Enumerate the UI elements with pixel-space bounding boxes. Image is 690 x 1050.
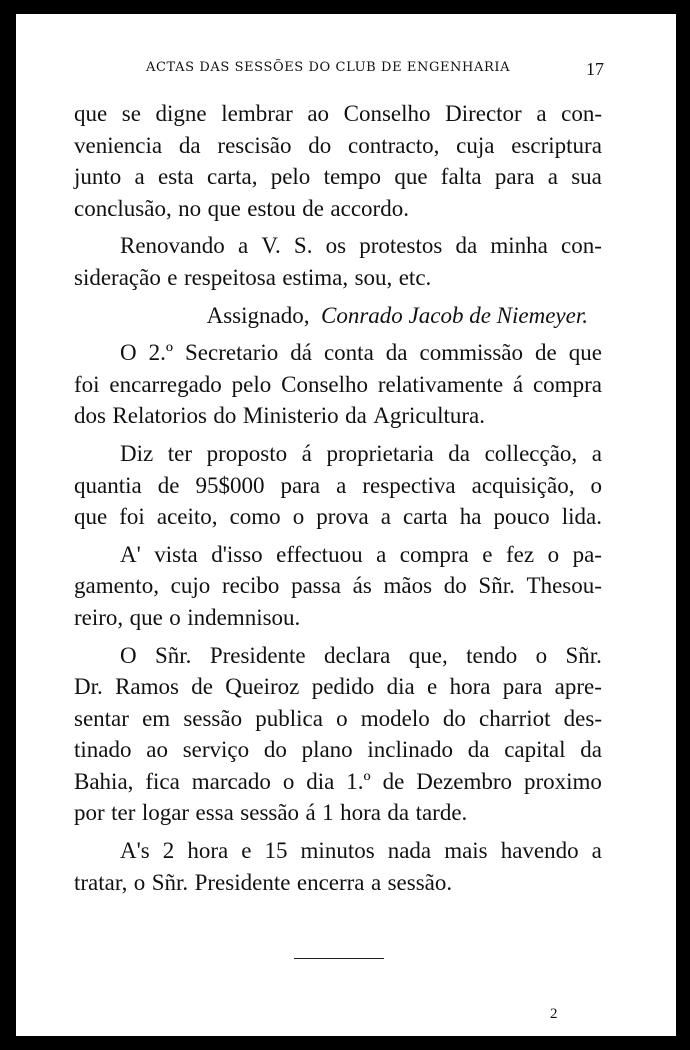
text-line: por ter logar essa sessão á 1 hora da tarde. xyxy=(74,800,468,826)
text-line: que foi aceito, como o prova a carta ha pouco lida. xyxy=(74,504,602,530)
signature-line xyxy=(74,300,602,332)
text-line: tinado ao serviço do plano inclinado da capital da xyxy=(74,737,602,763)
text-line: quantia de 95$000 para a respectiva acquisição, o xyxy=(74,472,602,498)
page-header xyxy=(16,60,676,80)
text-line: reiro, que o indemnisou. xyxy=(74,604,301,630)
page-number: 17 xyxy=(586,59,604,79)
text-line: junto a esta carta, pelo tempo que falta para a sua xyxy=(74,164,602,190)
signature-label: Assignado, xyxy=(206,302,310,328)
text-line: gamento, cujo recibo passa ás mãos do Sñr. Thesou- xyxy=(74,573,602,599)
text-line: O 2.º Secretario dá conta da commissão de que xyxy=(120,340,602,366)
paragraph-president xyxy=(74,640,602,830)
paragraph-secretary xyxy=(74,337,602,432)
signature-name: Conrado Jacob de Niemeyer. xyxy=(321,302,588,328)
book-page xyxy=(16,14,676,1036)
paragraph-letter-end xyxy=(74,98,602,224)
text-line: Dr. Ramos de Queiroz pedido dia e hora para apre- xyxy=(74,674,602,700)
text-line: A's 2 hora e 15 minutos nada mais havendo a xyxy=(120,838,602,864)
paragraph-closing xyxy=(74,230,602,293)
text-line: Bahia, fica marcado o dia 1.º de Dezembro proximo xyxy=(74,768,602,794)
text-line: A' vista d'isso effectuou a compra e fez o pa- xyxy=(120,541,602,567)
printer-signature-mark: 2 xyxy=(550,1006,558,1022)
text-line: O Sñr. Presidente declara que, tendo o Sñr. xyxy=(120,642,602,668)
text-line: conclusão, no que estou de accordo. xyxy=(74,195,409,221)
text-line: dos Relatorios do Ministerio da Agricultura. xyxy=(74,403,486,429)
body-text xyxy=(74,98,602,898)
paragraph-closing-session xyxy=(74,835,602,898)
text-line: veniencia da rescisão do contracto, cuja escriptura xyxy=(74,132,602,158)
text-line: que se digne lembrar ao Conselho Director a con- xyxy=(74,101,602,126)
text-line: tratar, o Sñr. Presidente encerra a sessão. xyxy=(74,869,453,895)
paragraph-payment xyxy=(74,539,602,634)
text-line: sideração e respeitosa estima, sou, etc. xyxy=(74,264,432,290)
text-line: Renovando a V. S. os protestos da minha con- xyxy=(120,233,602,259)
running-head: ACTAS DAS SESSÕES DO CLUB DE ENGENHARIA xyxy=(146,60,511,75)
text-line: sentar em sessão publica o modelo do charriot des- xyxy=(74,705,602,731)
paragraph-proposal xyxy=(74,438,602,533)
text-line: foi encarregado pelo Conselho relativamente á compra xyxy=(74,371,602,397)
text-line: Diz ter proposto á proprietaria da collecção, a xyxy=(120,440,602,466)
section-separator-rule xyxy=(294,958,384,959)
